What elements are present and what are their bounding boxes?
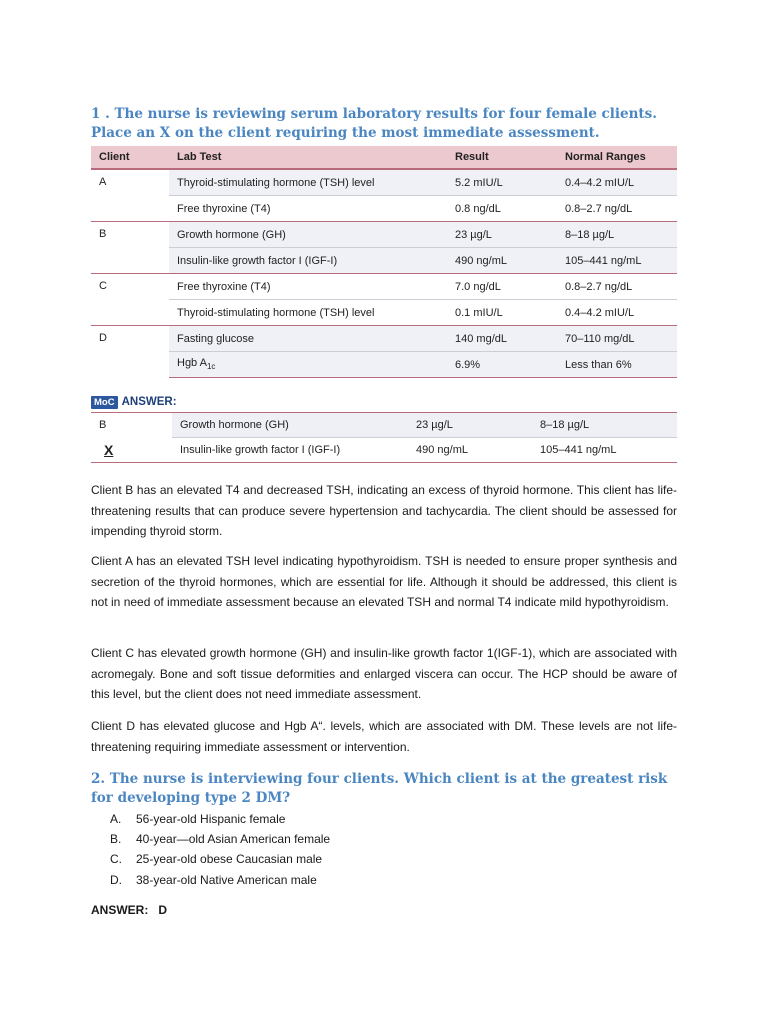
lab-test-cell: Thyroid-stimulating hormone (TSH) level <box>169 169 447 196</box>
range-cell: 8–18 µg/L <box>532 413 677 438</box>
range-cell: 0.4–4.2 mIU/L <box>557 169 677 196</box>
client-cell: C <box>91 274 169 326</box>
range-cell: 0.8–2.7 ng/dL <box>557 196 677 222</box>
explanation-paragraph: Client A has an elevated TSH level indicating hypothyroidism. TSH is needed to ensure proper synthesis and secretion of the thyroid hormones, which are essential for life. Although it should be addressed, this client is not in need of immediate assessment because an elevated TSH and normal T4 indicate mild hypothyroidism. <box>91 554 677 609</box>
option-letter: B. <box>110 832 122 847</box>
explanation-paragraph: Client C has elevated growth hormone (GH) and insulin-like growth factor 1(IGF-1), which are associated with acromegaly. Bone and soft tissue deformities and enlarged viscera can occur. The HCP should be aware of this level, but the client does not need immediate assessment. <box>91 646 677 701</box>
answer-table <box>91 412 677 463</box>
range-cell: 105–441 ng/mL <box>557 248 677 274</box>
range-cell: 70–110 mg/dL <box>557 326 677 352</box>
option-letter: A. <box>110 812 122 826</box>
table-row <box>91 248 677 274</box>
result-cell: 140 mg/dL <box>447 326 557 352</box>
result-cell: 7.0 ng/dL <box>447 274 557 300</box>
header-result: Result <box>447 146 557 169</box>
table-row <box>91 196 677 222</box>
client-cell: B <box>91 222 169 274</box>
result-cell: 490 ng/mL <box>408 438 532 463</box>
option-text: 25-year-old obese Caucasian male <box>136 852 323 867</box>
table-row <box>91 326 677 352</box>
subscript-text: 1c <box>206 362 216 372</box>
moc-badge: MoC <box>91 396 118 409</box>
option-letter: C. <box>110 852 122 867</box>
range-cell: 8–18 µg/L <box>557 222 677 248</box>
explanation-paragraph: Client B has an elevated T4 and decreased TSH, indicating an excess of thyroid hormone. This client has life-threatening results that can produce severe hypertension and tachycardia. The client should be assessed for impending thyroid storm. <box>91 483 677 538</box>
lab-test-cell: Thyroid-stimulating hormone (TSH) level <box>169 300 447 326</box>
result-cell: 0.8 ng/dL <box>447 196 557 222</box>
x-mark-cell <box>91 438 172 463</box>
header-lab-test: Lab Test <box>169 146 447 169</box>
list-item <box>110 849 330 869</box>
header-client: Client <box>91 146 169 169</box>
table-row <box>91 169 677 196</box>
lab-results-table <box>91 146 677 378</box>
table-header-row <box>91 146 677 169</box>
question-2-answer: ANSWER: D <box>91 903 167 917</box>
lab-test-cell <box>169 352 447 378</box>
result-cell: 6.9% <box>447 352 557 378</box>
client-cell: A <box>91 169 169 222</box>
answer-heading <box>91 394 177 410</box>
option-text: 56-year-old Hispanic female <box>136 812 286 826</box>
result-cell: 23 µg/L <box>408 413 532 438</box>
lab-test-cell: Fasting glucose <box>169 326 447 352</box>
header-normal-ranges: Normal Ranges <box>557 146 677 169</box>
table-row <box>91 438 677 463</box>
result-cell: 23 µg/L <box>447 222 557 248</box>
range-cell: 0.4–4.2 mIU/L <box>557 300 677 326</box>
option-letter: D. <box>110 872 122 887</box>
answer-label: ANSWER: <box>121 396 177 408</box>
client-cell: B <box>99 419 107 432</box>
table-row <box>91 352 677 378</box>
range-cell: 0.8–2.7 ng/dL <box>557 274 677 300</box>
table-row <box>91 300 677 326</box>
list-item <box>110 829 330 849</box>
x-mark: X <box>104 441 114 458</box>
list-item <box>110 809 330 829</box>
result-cell: 0.1 mIU/L <box>447 300 557 326</box>
lab-test-cell: Growth hormone (GH) <box>172 413 408 438</box>
option-text: 40-year—old Asian American female <box>136 832 331 847</box>
range-cell: Less than 6% <box>557 352 677 378</box>
option-text: 38-year-old Native American male <box>136 872 317 887</box>
range-cell: 105–441 ng/mL <box>532 438 677 463</box>
lab-test-cell: Growth hormone (GH) <box>169 222 447 248</box>
lab-test-cell: Free thyroxine (T4) <box>169 196 447 222</box>
lab-test-cell: Insulin-like growth factor I (IGF-I) <box>172 438 408 463</box>
client-cell: D <box>91 326 169 378</box>
table-row <box>91 222 677 248</box>
lab-test-cell: Insulin-like growth factor I (IGF-I) <box>169 248 447 274</box>
explanation-paragraph: Client D has elevated glucose and Hgb A“. levels, which are associated with DM. These levels are not life-threatening requiring immediate assessment or intervention. <box>91 719 677 754</box>
lab-test-cell: Free thyroxine (T4) <box>169 274 447 300</box>
answer-options <box>110 809 330 890</box>
table-row <box>91 274 677 300</box>
result-cell: 5.2 mIU/L <box>447 169 557 196</box>
question-1-title: 1 . The nurse is reviewing serum laboratory results for four female clients. Place an X on the client requiring the most immediate assessment. <box>91 106 657 141</box>
table-row <box>91 413 677 438</box>
result-cell: 490 ng/mL <box>447 248 557 274</box>
lab-test-text: Hgb A <box>177 357 207 370</box>
list-item <box>110 870 330 890</box>
question-2-title: 2. The nurse is interviewing four clients. Which client is at the greatest risk for developing type 2 DM? <box>91 771 668 806</box>
